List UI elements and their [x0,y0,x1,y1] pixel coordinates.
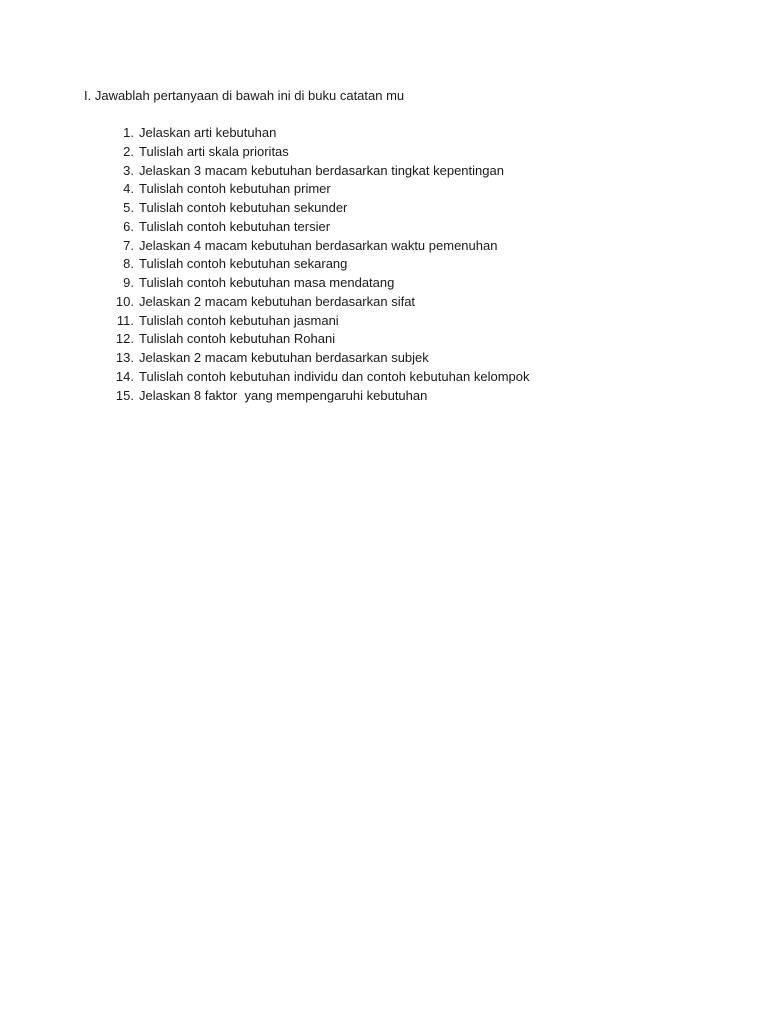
instruction-heading: I. Jawablah pertanyaan di bawah ini di buku catatan mu [84,88,405,103]
question-number: 13. [115,350,134,365]
question-number: 12. [115,331,134,347]
question-number: 6. [123,218,134,234]
question-text: Tulislah contoh kebutuhan sekarang [139,256,348,272]
question-number: 8. [123,256,134,272]
question-number: 3. [123,162,134,178]
question-text: Tulislah contoh kebutuhan sekunder [139,200,348,215]
question-text: Tulislah contoh kebutuhan jasmani [139,312,339,328]
question-text: Tulislah contoh kebutuhan masa mendatang [139,275,395,290]
question-text: Tulislah contoh kebutuhan tersier [139,218,331,234]
question-text: Tulislah contoh kebutuhan Rohani [139,331,336,347]
question-number: 1. [123,125,134,140]
question-text: Tulislah contoh kebutuhan primer [139,181,331,197]
question-text: Jelaskan 2 macam kebutuhan berdasarkan subjek [139,350,429,365]
question-number: 5. [123,200,134,215]
question-number: 7. [123,237,134,253]
question-text: Jelaskan 4 macam kebutuhan berdasarkan waktu pemenuhan [139,237,498,253]
question-text: Jelaskan 3 macam kebutuhan berdasarkan tingkat kepentingan [139,162,504,178]
question-text: Jelaskan 2 macam kebutuhan berdasarkan sifat [139,293,416,309]
question-text: Jelaskan 8 faktor yang mempengaruhi kebutuhan [139,387,428,403]
question-number: 11. [116,312,134,328]
question-number: 15. [115,387,134,403]
question-number: 9. [123,275,134,290]
question-text: Tulislah contoh kebutuhan individu dan contoh kebutuhan kelompok [139,368,530,384]
question-number: 4. [123,181,134,197]
question-number: 2. [123,143,134,159]
question-number: 10. [115,293,134,309]
question-text: Jelaskan arti kebutuhan [139,125,277,140]
question-text: Tulislah arti skala prioritas [139,143,289,159]
question-number: 14. [115,368,134,384]
